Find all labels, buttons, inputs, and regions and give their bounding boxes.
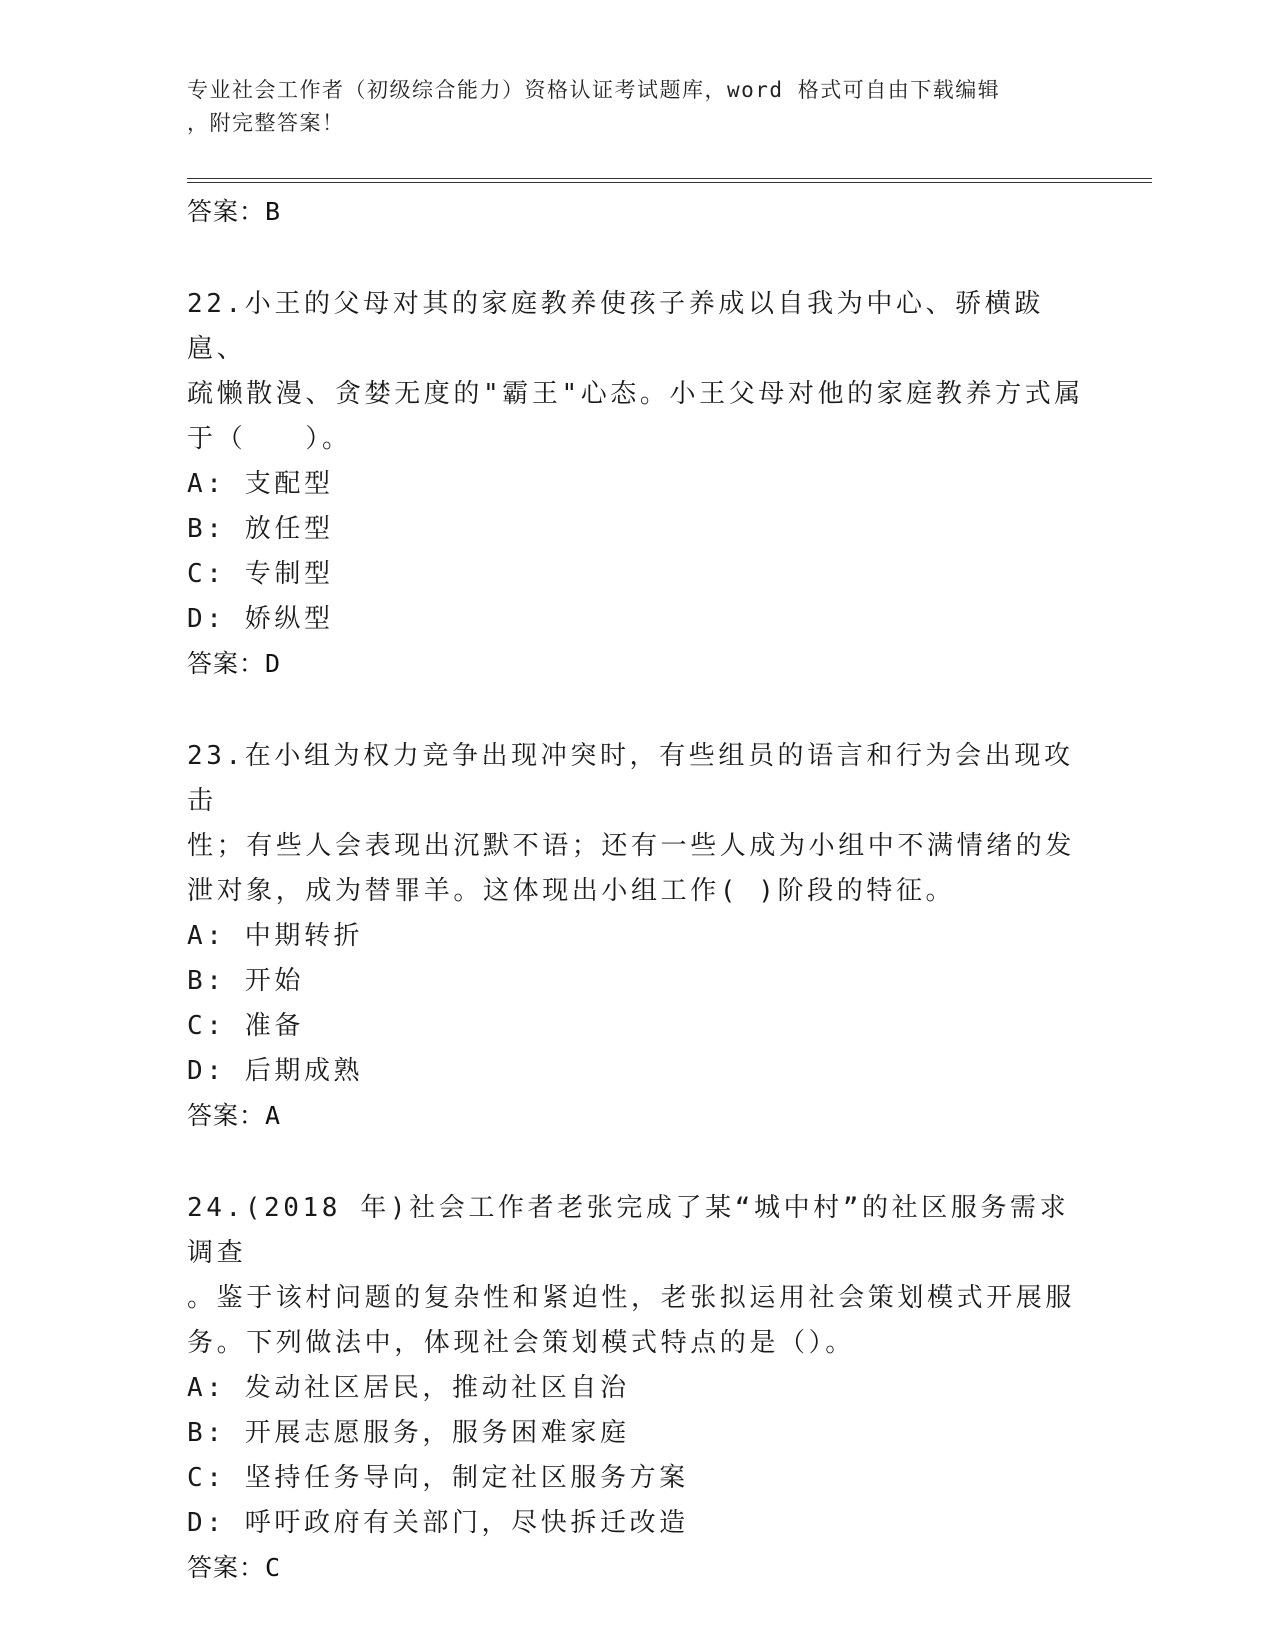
- question-stem-line: 22.小王的父母对其的家庭教养使孩子养成以自我为中心、骄横跋扈、: [187, 289, 1044, 364]
- question-stem: [187, 1186, 1087, 1366]
- option-a: A: 发动社区居民，推动社区自治: [187, 1373, 630, 1403]
- answer-line: 答案：D: [187, 649, 282, 678]
- question-stem-line: 23.在小组为权力竞争出现冲突时，有些组员的语言和行为会出现攻击: [187, 741, 1074, 816]
- header-divider: [187, 178, 1152, 183]
- option-b: B: 放任型: [187, 514, 334, 544]
- question-list: [187, 190, 1087, 1590]
- page-header: [187, 74, 1067, 140]
- header-line-1: 专业社会工作者（初级综合能力）资格认证考试题库，word 格式可自由下载编辑: [187, 78, 1001, 102]
- option-d: D: 娇纵型: [187, 604, 334, 634]
- question-stem-line: 性；有些人会表现出沉默不语；还有一些人成为小组中不满情绪的发: [187, 831, 1076, 861]
- option-a: A: 中期转折: [187, 921, 364, 951]
- question-stem-line: 疏懒散漫、贪婪无度的"霸王"心态。小王父母对他的家庭教养方式属: [187, 379, 1084, 409]
- answer-line: 答案：C: [187, 1553, 282, 1582]
- question-stem: [187, 282, 1087, 462]
- option-a: A: 支配型: [187, 469, 334, 499]
- option-c: C: 坚持任务导向，制定社区服务方案: [187, 1463, 689, 1493]
- question-24: [187, 1186, 1087, 1590]
- question-22: [187, 282, 1087, 686]
- option-b: B: 开始: [187, 966, 304, 996]
- option-b: B: 开展志愿服务，服务困难家庭: [187, 1418, 630, 1448]
- answer-line: 答案：B: [187, 197, 282, 226]
- question-spacer: [187, 1138, 1087, 1186]
- question-stem-line: 。鉴于该村问题的复杂性和紧迫性，老张拟运用社会策划模式开展服: [187, 1283, 1076, 1313]
- header-line-2: ，附完整答案！: [187, 111, 345, 135]
- question-spacer: [187, 686, 1087, 734]
- question-spacer: [187, 234, 1087, 282]
- question-23: [187, 734, 1087, 1138]
- question-stem-line: 泄对象，成为替罪羊。这体现出小组工作( )阶段的特征。: [187, 876, 956, 906]
- question-stem-line: 24.(2018 年)社会工作者老张完成了某“城中村”的社区服务需求调查: [187, 1193, 1070, 1268]
- option-c: C: 准备: [187, 1011, 304, 1041]
- question-stem-line: 务。下列做法中，体现社会策划模式特点的是（）。: [187, 1328, 855, 1358]
- option-d: D: 后期成熟: [187, 1056, 364, 1086]
- option-d: D: 呼吁政府有关部门，尽快拆迁改造: [187, 1508, 689, 1538]
- question-stem: [187, 734, 1087, 914]
- option-c: C: 专制型: [187, 559, 334, 589]
- question-stem-line: 于（ ）。: [187, 424, 352, 454]
- answer-line: 答案：A: [187, 1101, 282, 1130]
